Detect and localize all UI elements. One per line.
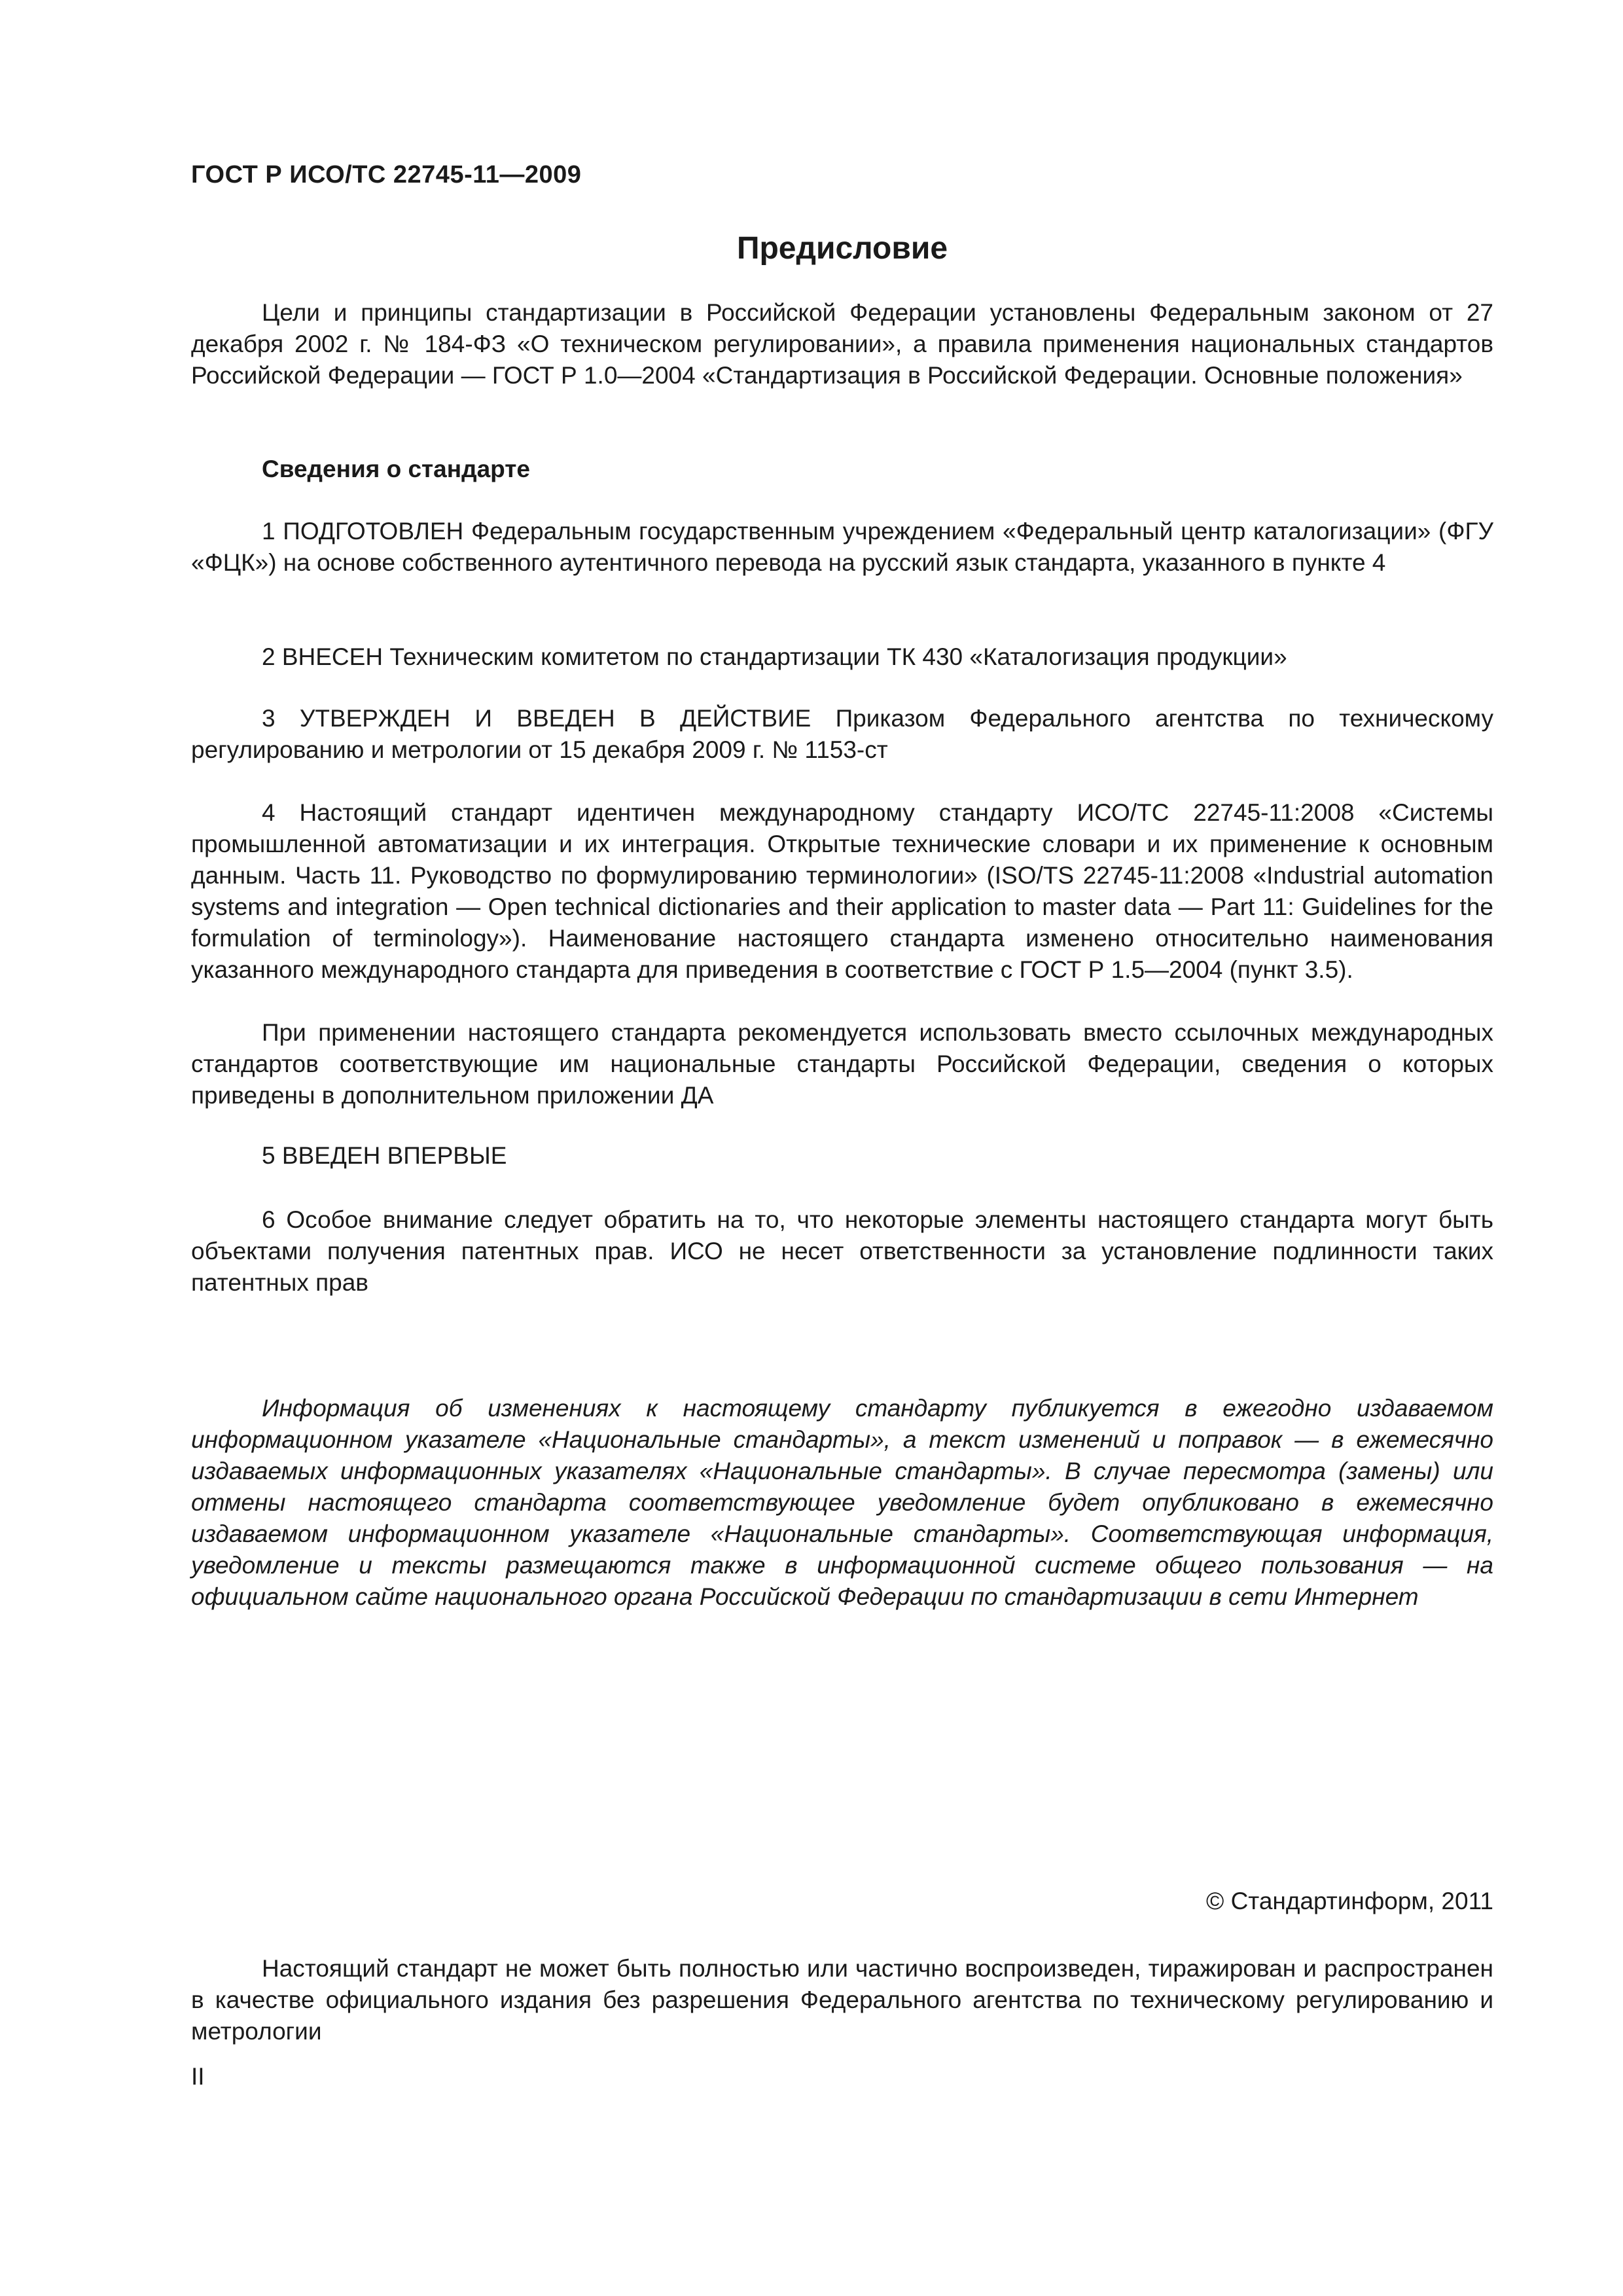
list-item: При применении настоящего стандарта рекомендуется использовать вместо ссылочных международных стандартов соответствующие им национальные стандарты Российской Федерации, сведения о которых приведены в дополнительном приложении ДА xyxy=(191,1019,1493,1109)
page-title: Предисловие xyxy=(736,231,948,266)
list-item: 1 ПОДГОТОВЛЕН Федеральным государственным учреждением «Федеральный центр каталогизации» (ФГУ «ФЦК») на основе собственного аутентичного перевода на русский язык стандарта, указанного в пункте 4 xyxy=(191,518,1493,576)
list-item: 5 ВВЕДЕН ВПЕРВЫЕ xyxy=(262,1142,507,1169)
section-heading: Сведения о стандарте xyxy=(262,456,530,482)
page-number: II xyxy=(191,2063,205,2090)
notice-paragraph: Информация об изменениях к настоящему стандарту публикуется в ежегодно издаваемом информационном указателе «Национальные стандарты», а текст изменений и поправок — в ежемесячно издаваемых информационных указателях «Национальные стандарты». В случае пересмотра (замены) или отмены настоящего стандарта соответствующее уведомление будет опубликовано в ежемесячно издаваемом информационном указателе «Национальные стандарты». Соответствующая информация, уведомление и тексты размещаются также в информационной системе общего пользования — на официальном сайте национального органа Российской Федерации по стандартизации в сети Интернет xyxy=(191,1395,1493,1610)
document-code: ГОСТ Р ИСО/ТС 22745-11—2009 xyxy=(191,161,582,188)
intro-paragraph: Цели и принципы стандартизации в Российской Федерации установлены Федеральным законом от 27 декабря 2002 г. № 184-ФЗ «О техническом регулировании», а правила применения национальных стандартов Российской Федерации — ГОСТ Р 1.0—2004 «Стандартизация в Российской Федерации. Основные положения» xyxy=(191,299,1493,389)
copyright: © Стандартинформ, 2011 xyxy=(1206,1888,1493,1914)
list-item: 4 Настоящий стандарт идентичен международному стандарту ИСО/ТС 22745-11:2008 «Системы промышленной автоматизации и их интеграция. Открытые технические словари и их применение к основным данным. Часть 11. Руководство по формулированию терминологии» (ISO/TS 22745-11:2008 «Industrial automation systems and integration — Open technical dictionaries and their application to master data — Part 11: Guidelines for the formulation of terminology»). Наименование настоящего стандарта изменено относительно наименования указанного международного стандарта для приведения в соответствие с ГОСТ Р 1.5—2004 (пункт 3.5). xyxy=(191,799,1493,983)
list-item: 2 ВНЕСЕН Техническим комитетом по стандартизации ТК 430 «Каталогизация продукции» xyxy=(262,643,1287,670)
reproduction-notice: Настоящий стандарт не может быть полностью или частично воспроизведен, тиражирован и распространен в качестве официального издания без разрешения Федерального агентства по техническому регулированию и метрологии xyxy=(191,1955,1493,2045)
list-item: 3 УТВЕРЖДЕН И ВВЕДЕН В ДЕЙСТВИЕ Приказом Федерального агентства по техническому регулированию и метрологии от 15 декабря 2009 г. № 1153-ст xyxy=(191,705,1493,763)
list-item: 6 Особое внимание следует обратить на то, что некоторые элементы настоящего стандарта могут быть объектами получения патентных прав. ИСО не несет ответственности за установление подлинности таких патентных прав xyxy=(191,1206,1493,1296)
